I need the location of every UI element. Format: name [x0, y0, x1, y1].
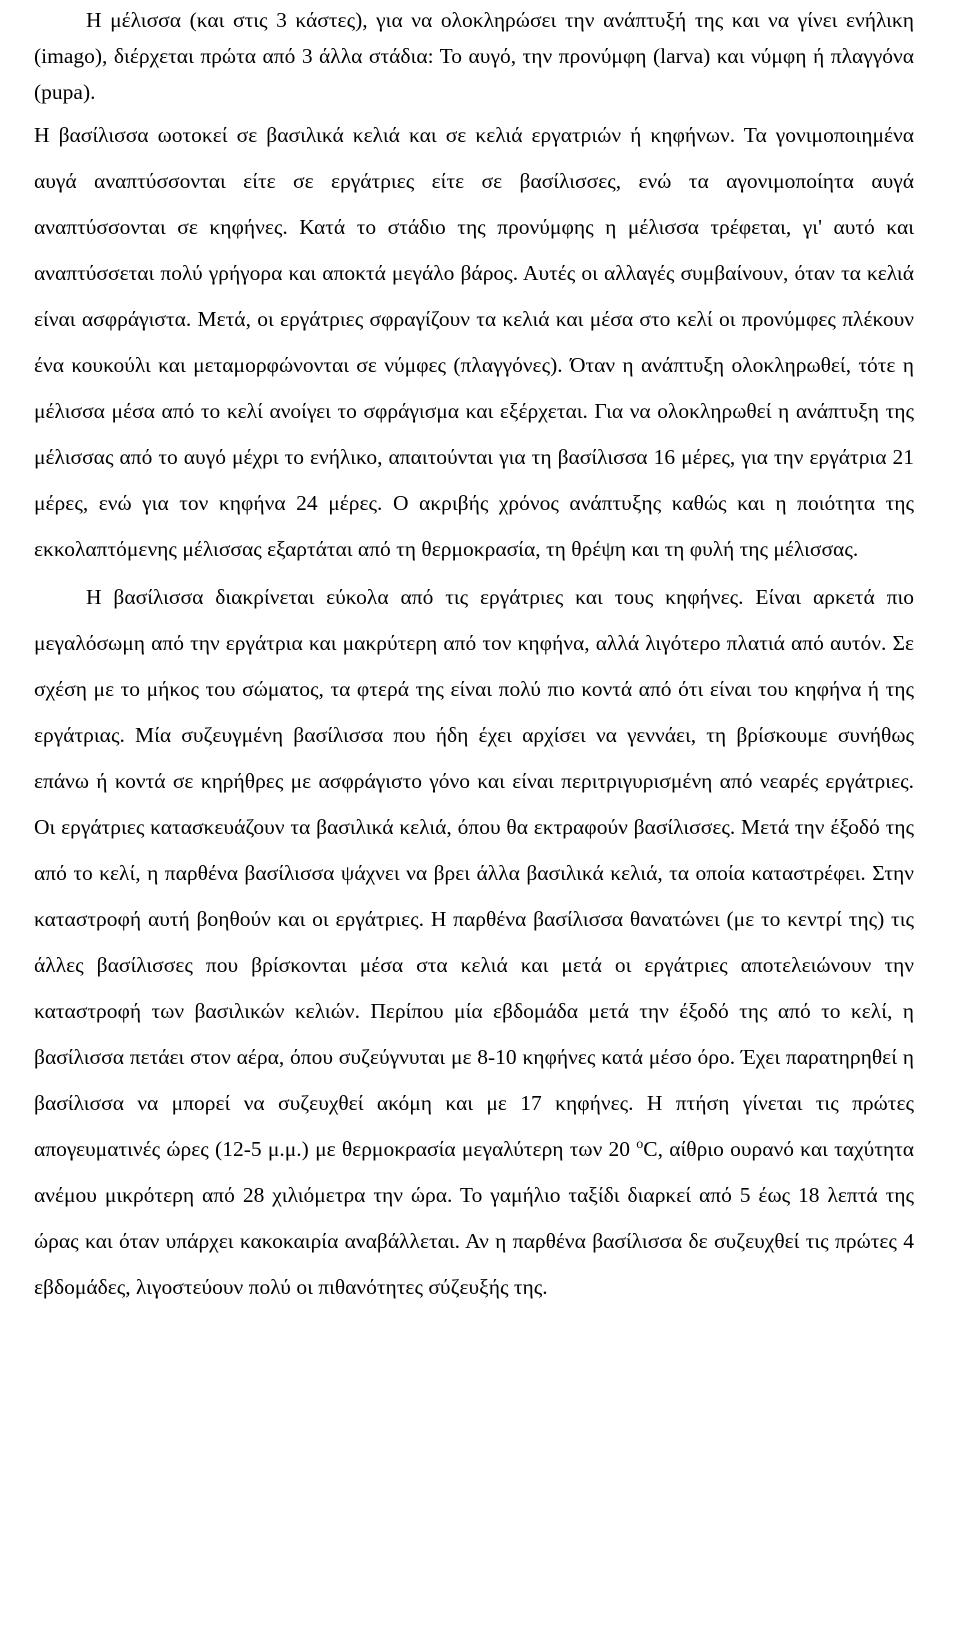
paragraph-queen-text-part1: Η βασίλισσα διακρίνεται εύκολα από τις εργάτριες και τους κηφήνες. Είναι αρκετά πιο μεγαλόσωμη από την εργάτρια και μακρύτερη από τον κηφήνα, αλλά λιγότερο πλατιά από αυτόν. Σε σχέση με το μήκος του σώματος, τα φτερά της είναι πολύ πιο κοντά από ότι είναι του κηφήνα ή της εργάτριας. Μία συζευγμένη βασίλισσα που ήδη έχει αρχίσει να γεννάει, τη βρίσκουμε συνήθως επάνω ή κοντά σε κηρήθρες με ασφράγιστο γόνο και είναι περιτριγυρισμένη από νεαρές εργάτριες. Οι εργάτριες κατασκευάζουν τα βασιλικά κελιά, όπου θα εκτραφούν βασίλισσες. Μετά την έξοδό της από το κελί, η παρθένα βασίλισσα ψάχνει να βρει άλλα βασιλικά κελιά, τα οποία καταστρέφει. Στην καταστροφή αυτή βοηθούν και οι εργάτριες. Η παρθένα βασίλισσα θανατώνει (με το κεντρί της) τις άλλες βασίλισσες που βρίσκονται μέσα στα κελιά και μετά οι εργάτριες αποτελειώνουν την καταστροφή των βασιλικών κελιών. Περίπου μία εβδομάδα μετά την έξοδό της από το κελί, η βασίλισσα πετάει στον αέρα, όπου συζεύγνυται με 8-10 κηφήνες κατά μέσο όρο. Έχει παρατηρηθεί η βασίλισσα να μπορεί να συζευχθεί ακόμη και με 17 κηφήνες. Η πτήση γίνεται τις πρώτες απογευματινές ώρες (12-5 μ.μ.) με θερμοκρασία μεγαλύτερη των 20	[34, 585, 914, 1161]
document-page	[34, 0, 914, 1310]
paragraph-bee-development-stages: Η μέλισσα (και στις 3 κάστες), για να ολοκληρώσει την ανάπτυξή της και να γίνει ενήλικη (imago), διέρχεται πρώτα από 3 άλλα στάδια: Το αυγό, την προνύμφη (larva) και νύμφη ή πλαγγόνα (pupa).	[34, 8, 914, 104]
paragraph-queen-text-part2: C, αίθριο ουρανό και ταχύτητα ανέμου μικρότερη από 28 χιλιόμετρα την ώρα. Το γαμήλιο ταξίδι διαρκεί από 5 έως 18 λεπτά της ώρας και όταν υπάρχει κακοκαιρία αναβάλλεται. Αν η παρθένα βασίλισσα δε συζευχθεί τις πρώτες 4 εβδομάδες, λιγοστεύουν πολύ οι πιθανότητες σύζευξής της.	[34, 1137, 914, 1299]
paragraph-queen-description	[34, 574, 914, 1310]
paragraph-egg-to-adult-development: Η βασίλισσα ωοτοκεί σε βασιλικά κελιά και σε κελιά εργατριών ή κηφήνων. Τα γονιμοποιημένα αυγά αναπτύσσονται είτε σε εργάτριες είτε σε βασίλισσες, ενώ τα αγονιμοποίητα αυγά αναπτύσσονται σε κηφήνες. Κατά το στάδιο της προνύμφης η μέλισσα τρέφεται, γι' αυτό και αναπτύσσεται πολύ γρήγορα και αποκτά μεγάλο βάρος. Αυτές οι αλλαγές συμβαίνουν, όταν τα κελιά είναι ασφράγιστα. Μετά, οι εργάτριες σφραγίζουν τα κελιά και μέσα στο κελί οι προνύμφες πλέκουν ένα κουκούλι και μεταμορφώνονται σε νύμφες (πλαγγόνες). Όταν η ανάπτυξη ολοκληρωθεί, τότε η μέλισσα μέσα από το κελί ανοίγει το σφράγισμα και εξέρχεται. Για να ολοκληρωθεί η ανάπτυξη της μέλισσας από το αυγό μέχρι το ενήλικο, απαιτούνται για τη βασίλισσα 16 μέρες, για την εργάτρια 21 μέρες, ενώ για τον κηφήνα 24 μέρες. Ο ακριβής χρόνος ανάπτυξης καθώς και η ποιότητα της εκκολαπτόμενης μέλισσας εξαρτάται από τη θερμοκρασία, τη θρέψη και τη φυλή της μέλισσας.	[34, 123, 914, 561]
degree-superscript: o	[636, 1136, 644, 1152]
